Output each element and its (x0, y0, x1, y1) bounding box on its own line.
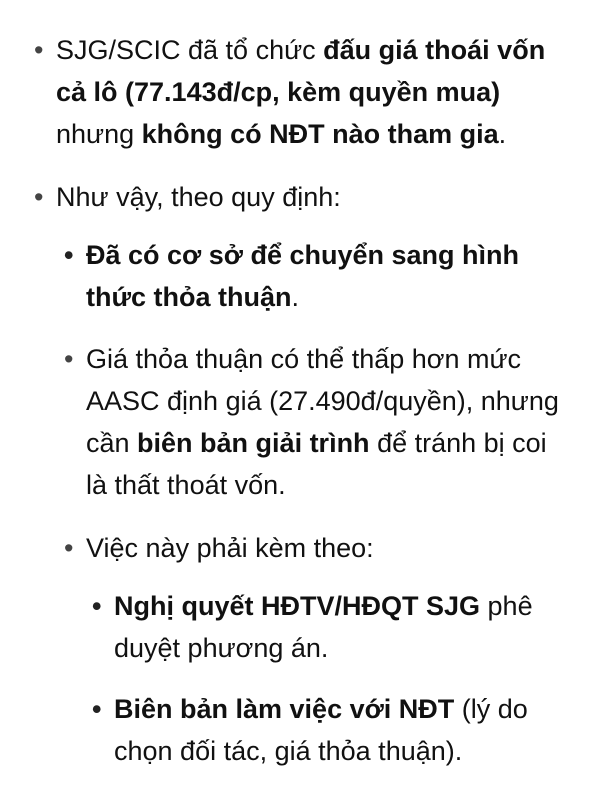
text-segment: . (498, 119, 507, 149)
text-segment: nhưng (56, 119, 142, 149)
bullet-dot: • (64, 240, 74, 270)
bullet-item-price (64, 338, 564, 506)
bullet-dot: • (92, 591, 102, 621)
text-segment-bold: Biên bản làm việc với NĐT (114, 694, 455, 724)
bullet-dot: • (34, 35, 44, 65)
bullet-text (56, 29, 564, 155)
bullet-text (114, 688, 572, 772)
bullet-text (86, 527, 564, 569)
bullet-item-resolution (92, 585, 572, 669)
text-segment: Việc này phải kèm theo: (86, 533, 374, 563)
text-segment: Giá thỏa thuận có thể thấp hơn mức AASC định giá (27.490đ/quyền), nhưng cần (86, 344, 559, 458)
bullet-text (56, 176, 564, 218)
bullet-text (114, 585, 572, 669)
text-segment-bold: không có NĐT nào tham gia (141, 119, 499, 149)
bullet-item-regulation (34, 176, 564, 218)
text-segment: phê duyệt phương án. (114, 591, 533, 663)
bullet-item-auction (34, 29, 564, 155)
bullet-text (86, 234, 564, 318)
text-segment-bold: biên bản giải trình (137, 428, 370, 458)
text-segment: Như vậy, theo quy định: (56, 182, 341, 212)
text-segment-bold: Đã có cơ sở để chuyển sang hình thức thỏa thuận (86, 240, 519, 312)
bullet-text (86, 338, 564, 506)
text-segment-bold: Nghị quyết HĐTV/HĐQT SJG (114, 591, 481, 621)
text-segment: (lý do chọn đối tác, giá thỏa thuận). (114, 694, 528, 766)
bullet-dot: • (92, 694, 102, 724)
bullet-dot: • (64, 533, 74, 563)
bullet-item-attachments (64, 527, 564, 569)
text-segment-bold: đấu giá thoái vốn cả lô (77.143đ/cp, kèm quyền mua) (56, 35, 546, 107)
bullet-dot: • (64, 344, 74, 374)
text-segment: . (291, 282, 300, 312)
text-segment: SJG/SCIC đã tổ chức (56, 35, 324, 65)
text-segment: để tránh bị coi là thất thoát vốn. (86, 428, 547, 500)
bullet-item-minutes (92, 688, 572, 772)
bullet-item-basis (64, 234, 564, 318)
bullet-dot: • (34, 182, 44, 212)
